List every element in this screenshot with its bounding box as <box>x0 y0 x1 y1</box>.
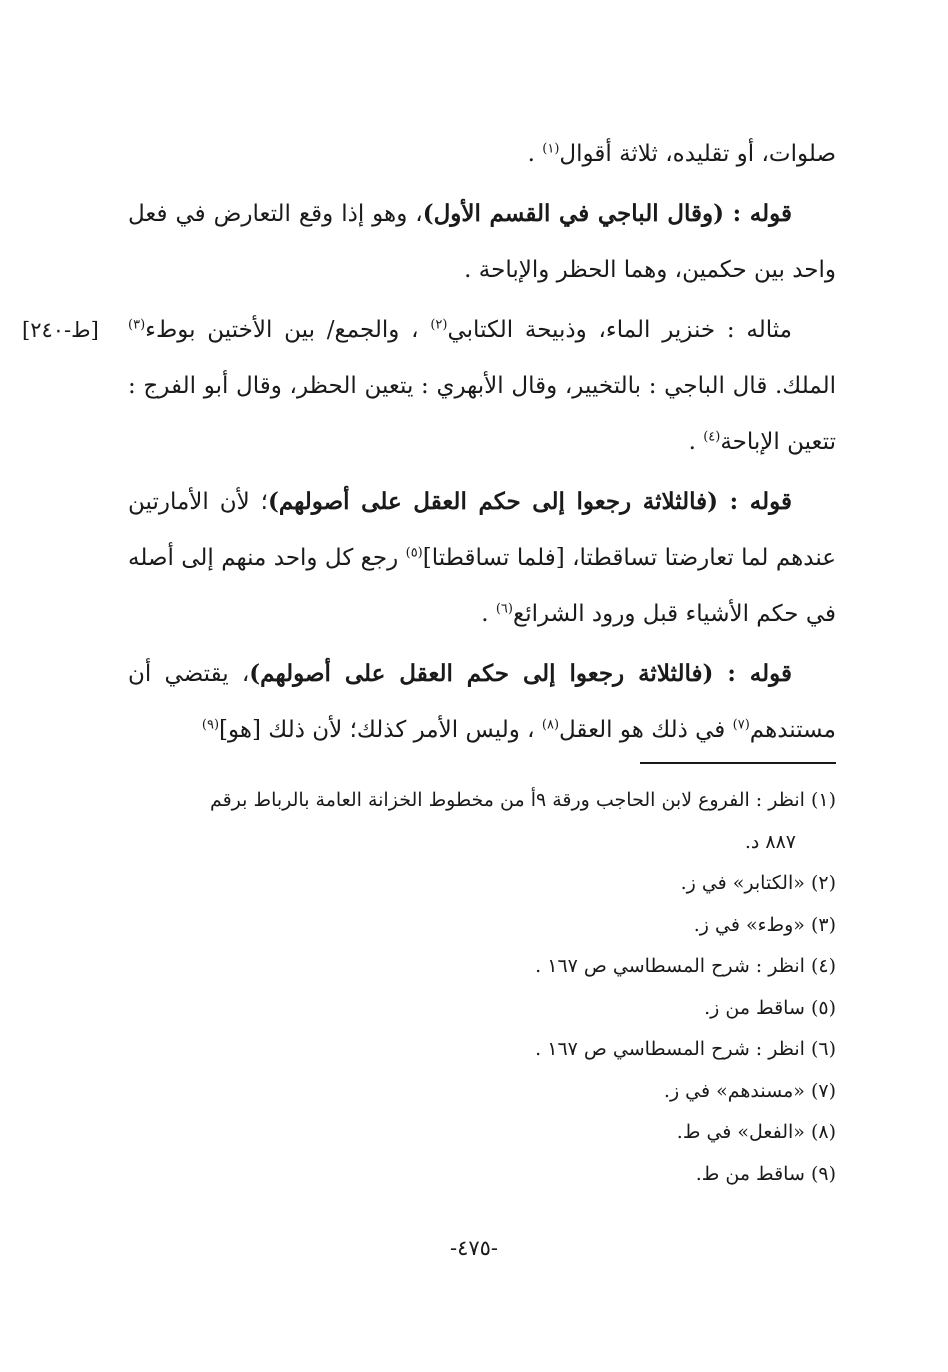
footnote-text: «مسندهم» في ز. <box>663 1079 805 1102</box>
qawluhu-label: قوله : <box>718 488 792 515</box>
footnote-text: انظر : الفروع لابن الحاجب ورقة ٩أ من مخطوط الخزانة العامة بالرباط برقم <box>209 789 805 811</box>
paragraph-2 <box>128 186 836 298</box>
qawluhu-label: قوله : <box>723 200 792 227</box>
page-number: -٤٧٥- <box>449 1236 499 1260</box>
footnote-text: «وطء» في ز. <box>693 913 805 936</box>
footnote-ref-7: (٧) <box>732 717 750 733</box>
margin-page-reference: [ط-٢٤٠] <box>22 318 99 342</box>
footnote-text: انظر : شرح المسطاسي ص ١٦٧ . <box>535 955 805 977</box>
footnote-1-continuation: ٨٨٧ د. <box>744 830 796 853</box>
footnote-7 <box>128 1071 836 1113</box>
footnote-ref-2: (٢) <box>430 317 448 333</box>
footnote-separator <box>640 762 836 764</box>
footnote-number: (٥) <box>810 996 836 1019</box>
footnote-number: (٦) <box>810 1038 836 1060</box>
quoted-text: (فالثلاثة رجعوا إلى حكم العقل على أصولهم) <box>249 660 714 687</box>
footnote-9 <box>128 1154 836 1196</box>
footnote-6 <box>128 1029 836 1071</box>
footnote-number: (٧) <box>810 1079 836 1102</box>
footnote-number: (٩) <box>810 1162 836 1185</box>
footnote-number: (١) <box>810 789 836 811</box>
paragraph-3: مثاله : خنزير الماء، وذبيحة الكتابي$^{(٢)}$ ، والجمع/ بين الأختين بوطء$^{(٣)}$ الملك. قال الباجي : بالتخيير، وقال الأبهري : يتعين الحظر، وقال أبو الفرج : تتعين الإباحة$^{(٤)}$ . <box>128 317 836 455</box>
paragraph-4: قوله : (فالثلاثة رجعوا إلى حكم العقل على أصولهم)؛ لأن الأمارتين عندهم لما تعارضتا تساقطتا، [فلما تساقطتا]$^{(٥)}$ رجع كل واحد منهم إلى أصله في حكم الأشياء قبل ورود الشرائع$^{(٦)}$ . <box>128 488 836 627</box>
footnote-text: انظر : شرح المسطاسي ص ١٦٧ . <box>535 1038 805 1060</box>
footnote-5 <box>128 988 836 1030</box>
paragraph-1-text: صلوات، أو تقليده، ثلاثة أقوال <box>559 141 836 167</box>
footnote-1 <box>128 780 836 822</box>
footnotes <box>128 780 836 1195</box>
paragraph-1: صلوات، أو تقليده، ثلاثة أقوال$^{(١)}$ . <box>527 141 836 167</box>
footnote-ref-3: (٣) <box>128 317 146 333</box>
footnote-2 <box>128 863 836 905</box>
footnote-8 <box>128 1112 836 1154</box>
footnote-ref-1: (١) <box>542 141 560 157</box>
footnote-text: ساقط من ط. <box>695 1162 805 1185</box>
footnote-text: ساقط من ز. <box>704 996 805 1019</box>
footnote-ref-4: (٤) <box>703 429 721 445</box>
footnote-text: «الفعل» في ط. <box>676 1121 805 1143</box>
footnote-text: «الكتابر» في ز. <box>680 872 805 894</box>
quoted-text: (فالثلاثة رجعوا إلى حكم العقل على أصولهم) <box>267 488 719 515</box>
footnote-ref-9: (٩) <box>201 717 220 733</box>
footnote-ref-8: (٨) <box>541 717 560 733</box>
footnote-number: (٢) <box>810 872 836 894</box>
footnote-ref-5: (٥) <box>405 545 423 561</box>
bracketed-insertion: [هو] <box>219 717 261 743</box>
paragraph-2-text: ، وهو إذا وقع التعارض في فعل واحد بين حكمين، وهما الحظر والإباحة . <box>128 201 836 283</box>
footnote-number: (٤) <box>810 955 836 977</box>
main-text <box>128 126 836 758</box>
footnote-number: (٣) <box>810 913 836 936</box>
footnote-number: (٨) <box>810 1121 836 1143</box>
footnote-3 <box>128 905 836 947</box>
paragraph-5: قوله : (فالثلاثة رجعوا إلى حكم العقل على أصولهم)، يقتضي أن مستندهم$^{(٧)}$ في ذلك هو العقل$^{(٨)}$ ، وليس الأمر كذلك؛ لأن ذلك [هو]$^{(٩)}$ <box>128 660 836 743</box>
qawluhu-label: قوله : <box>713 660 792 687</box>
bracketed-insertion: [فلما تساقطتا] <box>422 545 565 571</box>
footnote-4 <box>128 946 836 988</box>
footnote-ref-6: (٦) <box>495 601 513 617</box>
quoted-text: (وقال الباجي في القسم الأول) <box>422 200 724 227</box>
